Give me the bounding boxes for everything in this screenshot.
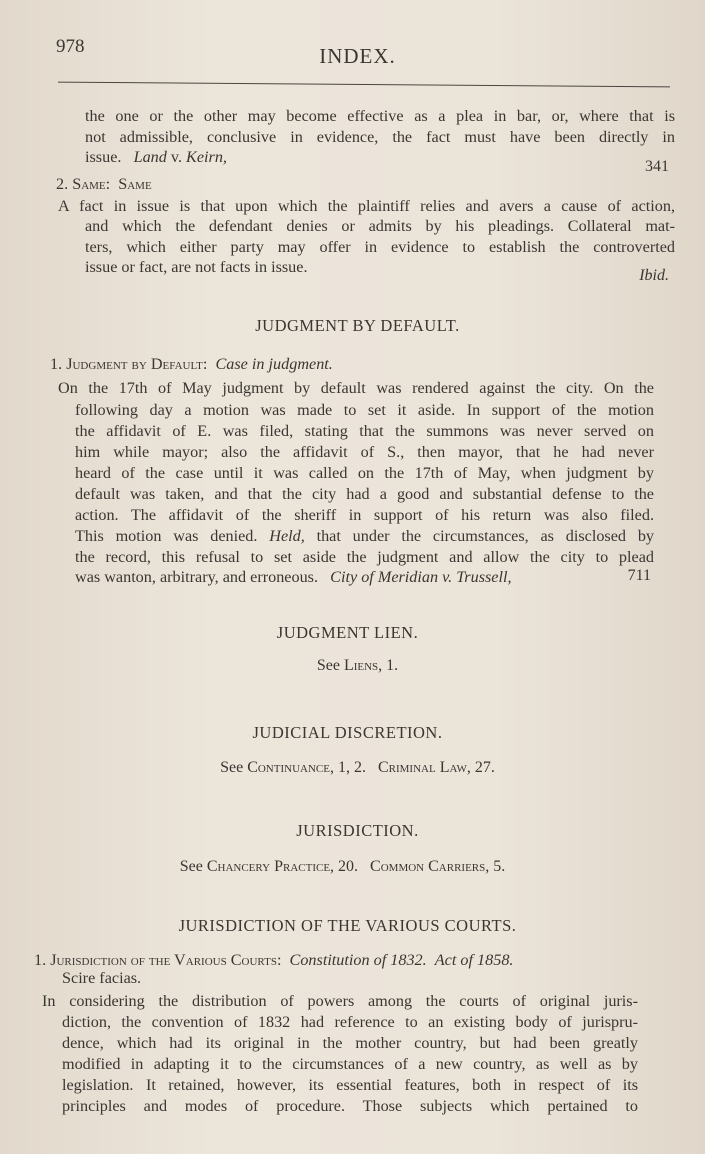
text: This motion was denied. — [75, 527, 258, 545]
cross-reference — [0, 858, 700, 876]
section-heading: JUDICIAL DISCRETION. — [252, 723, 443, 742]
reference-link: Common Carriers, 5. — [370, 858, 506, 875]
entry-title — [50, 354, 333, 374]
case-party: Keirn, — [186, 148, 227, 166]
entry-title-text: Judgment by Default: — [66, 355, 208, 373]
text-line: modified in adapting it to the circumstances of a new country, as well as by — [62, 1055, 638, 1073]
page-reference: 341 — [645, 158, 669, 175]
entry-subtitle: Same — [118, 175, 152, 193]
section-heading: JUDGMENT BY DEFAULT. — [255, 316, 460, 335]
reference-link: Liens, 1. — [343, 657, 399, 674]
entry-title-text: Same: — [72, 175, 111, 193]
reference-link: Chancery Practice, 20. — [206, 858, 359, 875]
text-line: the one or the other may become effective as a plea in bar, or, where that is — [85, 107, 675, 125]
text: that under the circumstances, as disclosed by — [316, 527, 655, 545]
held-word: Held, — [269, 527, 305, 545]
section-heading: JUDGMENT LIEN. — [276, 623, 419, 642]
text-line: and which the defendant denies or admits by his pleadings. Collateral mat- — [85, 217, 675, 235]
text-line: him while mayor; also the affidavit of S., then mayor, that he had never — [75, 443, 654, 461]
header-rule — [58, 82, 670, 88]
case-name: City of Meridian v. Trussell, — [330, 568, 512, 586]
page-reference: 711 — [627, 567, 651, 584]
see-label: See — [316, 657, 340, 674]
case-party: Land — [133, 148, 167, 166]
entry-title — [34, 950, 513, 970]
text: was wanton, arbitrary, and erroneous. — [75, 568, 319, 586]
entry-title-text: Jurisdiction of the Various Courts: — [50, 951, 282, 969]
entry-subtitle: Case in judgment. — [215, 355, 333, 373]
see-label: See — [179, 858, 203, 875]
text-line: ters, which either party may offer in evidence to establish the controverted — [85, 238, 675, 256]
text: issue. — [85, 148, 122, 166]
entry-title — [56, 174, 152, 194]
text-line: action. The affidavit of the sheriff in support of his return was also filed. — [75, 506, 654, 524]
text-line: diction, the convention of 1832 had reference to an existing body of jurispru- — [62, 1013, 638, 1031]
cross-reference — [0, 657, 705, 675]
text-line: issue or fact, are not facts in issue. — [85, 258, 308, 276]
entry-number: 1. — [50, 355, 63, 373]
text-line: the affidavit of E. was filed, stating that the summons was never served on — [75, 422, 654, 440]
running-head: INDEX. — [319, 44, 396, 68]
text-line: the record, this refusal to set aside the judgment and allow the city to plead — [75, 548, 654, 566]
case-v: v. — [170, 148, 182, 166]
text-line: heard of the case until it was called on the 17th of May, when judgment by — [75, 464, 654, 482]
text-line: A fact in issue is that upon which the plaintiff relies and avers a cause of action, — [58, 197, 675, 215]
entry-subtitle: Act of 1858. — [434, 951, 514, 969]
page-number: 978 — [56, 36, 85, 57]
page-reference: Ibid. — [639, 267, 669, 284]
text-line — [75, 567, 512, 587]
see-label: See — [220, 759, 244, 776]
reference-link: Continuance, 1, 2. — [247, 759, 366, 776]
section-heading: JURISDICTION OF THE VARIOUS COURTS. — [178, 916, 517, 935]
entry-subtitle: Scire facias. — [62, 969, 142, 987]
entry-number: 2. — [56, 175, 69, 193]
text-line: legislation. It retained, however, its essential features, both in respect of its — [62, 1076, 638, 1094]
entry-number: 1. — [34, 951, 47, 969]
cross-reference — [0, 759, 705, 777]
text-line — [75, 526, 654, 546]
text-line: On the 17th of May judgment by default was rendered against the city. On the — [58, 379, 654, 397]
section-heading: JURISDICTION. — [296, 821, 419, 840]
text-line: In considering the distribution of powers among the courts of original juris- — [42, 992, 638, 1010]
text-line: default was taken, and that the city had a good and substantial defense to the — [75, 485, 654, 503]
reference-link: Criminal Law, 27. — [377, 759, 495, 776]
text-line — [85, 147, 227, 167]
text-line: principles and modes of procedure. Those subjects which pertained to — [62, 1097, 638, 1115]
text-line: not admissible, conclusive in evidence, the fact must have been directly in — [85, 128, 675, 146]
text-line: following day a motion was made to set it aside. In support of the motion — [75, 401, 654, 419]
text-line: dence, which had its original in the mother country, but had been greatly — [62, 1034, 638, 1052]
entry-subtitle: Constitution of 1832. — [289, 951, 427, 969]
